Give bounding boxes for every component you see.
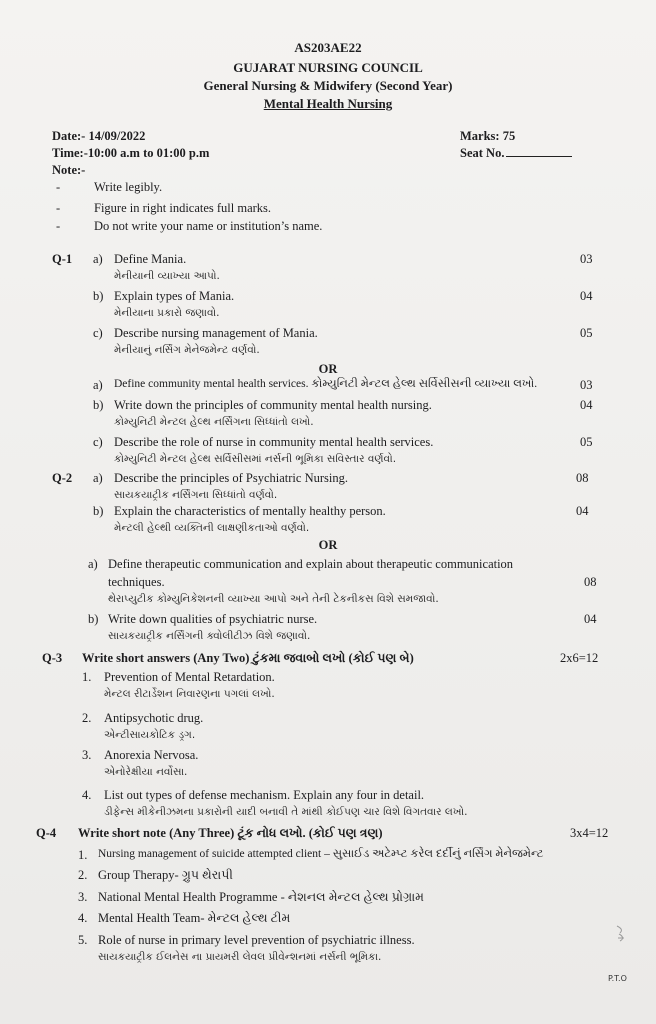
item-number: a) <box>93 378 103 392</box>
paper-code: AS203AE22 <box>294 40 362 55</box>
question-text: Define community mental health services. કોમ્યુનિટી મેન્ટલ હેલ્થ સર્વિસીસની વ્યાખ્યા લખો. <box>114 378 538 390</box>
pencil-scribble-mark <box>614 924 628 944</box>
section-title: Write short note (Any Three) ટૂંક નોધ લખો. (કોઈ પણ ત્રણ) <box>78 826 383 840</box>
item-number: 2. <box>78 868 88 882</box>
question-text: Explain types of Mania. <box>114 289 235 303</box>
question-text: Describe the principles of Psychiatric Nursing. <box>114 471 348 485</box>
question-text: National Mental Health Programme - નેશનલ મેન્ટલ હેલ્થ પ્રોગ્રામ <box>98 890 424 904</box>
question-text-gujarati: કોમ્યુનિટી મેન્ટલ હેલ્થ નર્સિંગના સિધ્ધાંતો લખો. <box>114 416 314 428</box>
question-marks: 08 <box>584 575 597 589</box>
question-text-gujarati: સાયકયાટ્રીક નર્સિંગના સિધ્ધાંતો વર્ણવો. <box>114 489 278 501</box>
section-marks: 3x4=12 <box>570 826 609 840</box>
question-text: Antipsychotic drug. <box>104 711 204 725</box>
question-text: Anorexia Nervosa. <box>104 748 199 762</box>
or-divider: OR <box>318 538 338 552</box>
question-marks: 05 <box>580 435 593 449</box>
question-text: Describe nursing management of Mania. <box>114 326 318 340</box>
section-title: Write short answers (Any Two) ટુંકમા જવાબો લખો (કોઈ પણ બે) <box>82 651 414 665</box>
council-name: GUJARAT NURSING COUNCIL <box>233 60 423 75</box>
pto-footer: P.T.O <box>608 974 627 983</box>
question-text-gujarati: એનોરેક્ષીયા નર્વોસા. <box>104 766 188 778</box>
question-text: Role of nurse in primary level prevention of psychiatric illness. <box>98 933 415 947</box>
item-number: b) <box>88 612 99 626</box>
item-number: 3. <box>78 890 88 904</box>
question-label: Q-4 <box>36 826 57 840</box>
or-divider: OR <box>318 362 338 376</box>
item-number: 1. <box>78 848 88 862</box>
item-number: 3. <box>82 748 92 762</box>
subject-title: Mental Health Nursing <box>263 96 393 111</box>
section-marks: 2x6=12 <box>560 651 599 665</box>
question-text-gujarati: મેન્ટલી હેલ્થી વ્યક્તિની લાક્ષણીકતાઓ વર્ણવો. <box>114 522 310 534</box>
note-bullet: - <box>56 180 61 194</box>
question-text-gujarati: મેનીયાનું નર્સિંગ મેનેજમેન્ટ વર્ણવો. <box>114 344 260 356</box>
question-text: Prevention of Mental Retardation. <box>104 670 275 684</box>
question-text-gujarati: મેનીયાની વ્યાખ્યા આપો. <box>114 270 220 282</box>
question-marks: 04 <box>580 289 593 303</box>
question-marks: 04 <box>580 398 593 412</box>
question-text-gujarati: એન્ટીસાયકોટિક ડ્રગ. <box>104 729 196 741</box>
course-name: General Nursing & Midwifery (Second Year) <box>203 78 453 93</box>
total-marks: Marks: 75 <box>460 129 516 143</box>
question-marks: 04 <box>584 612 597 626</box>
note-bullet: - <box>56 219 61 233</box>
exam-time: Time:-10:00 a.m to 01:00 p.m <box>52 146 210 160</box>
item-number: c) <box>93 326 103 340</box>
question-text-gujarati: થેરાપ્યુટીક કોમ્યુનિકેશનની વ્યાખ્યા આપો અને તેની ટેકનીકસ વિશે સમજાવો. <box>108 593 439 605</box>
item-number: 4. <box>78 911 88 925</box>
question-text: Mental Health Team- મેન્ટલ હેલ્થ ટીમ <box>98 911 291 925</box>
question-text-gujarati: સાયકયાટ્રીક નર્સિંગની ક્વોલીટીઝ વિશે જણાવો. <box>108 630 311 642</box>
item-number: c) <box>93 435 103 449</box>
question-marks: 05 <box>580 326 593 340</box>
question-label: Q-3 <box>42 651 63 665</box>
question-text: Write down qualities of psychiatric nurse. <box>108 612 318 626</box>
item-number: a) <box>88 557 98 571</box>
question-text: Define Mania. <box>114 252 187 266</box>
question-text: Write down the principles of community mental health nursing. <box>114 398 432 412</box>
note-text: Write legibly. <box>94 180 163 194</box>
question-text: List out types of defense mechanism. Explain any four in detail. <box>104 788 425 802</box>
note-text: Do not write your name or institution’s name. <box>94 219 323 233</box>
item-number: 1. <box>82 670 92 684</box>
note-text: Figure in right indicates full marks. <box>94 201 272 215</box>
question-text: Nursing management of suicide attempted client – સુસાઈડ અટેમ્પ્ટ કરેલ દર્દીનું નર્સિંગ મેનેજમેન્ટ <box>98 848 544 860</box>
question-marks: 03 <box>580 378 593 392</box>
note-bullet: - <box>56 201 61 215</box>
question-text-continued: techniques. <box>108 575 165 589</box>
question-marks: 03 <box>580 252 593 266</box>
item-number: a) <box>93 252 103 266</box>
question-text-gujarati: સાયકયાટ્રીક ઈલનેસ ના પ્રાયમરી લેવલ પ્રીવેન્શનમાં નર્સની ભૂમિકા. <box>98 951 382 963</box>
question-marks: 04 <box>576 504 589 518</box>
item-number: 4. <box>82 788 92 802</box>
item-number: b) <box>93 289 104 303</box>
item-number: b) <box>93 398 104 412</box>
item-number: 5. <box>78 933 88 947</box>
seat-label: Seat No. <box>460 146 505 160</box>
question-text: Explain the characteristics of mentally healthy person. <box>114 504 386 518</box>
seat-number <box>460 146 572 161</box>
question-text-gujarati: મેનીયાના પ્રકારો જણાવો. <box>114 307 220 319</box>
seat-blank-line <box>506 146 572 157</box>
item-number: b) <box>93 504 104 518</box>
question-text-gujarati: મેન્ટલ રીટાર્ડેશન નિવારણના પગલાં લખો. <box>104 688 275 700</box>
question-marks: 08 <box>576 471 589 485</box>
question-text: Describe the role of nurse in community mental health services. <box>114 435 434 449</box>
item-number: 2. <box>82 711 92 725</box>
question-text-gujarati: કોમ્યુનિટી મેન્ટલ હેલ્થ સર્વિસીસમાં નર્સની ભૂમિકા સવિસ્તાર વર્ણવો. <box>114 453 397 465</box>
exam-date: Date:- 14/09/2022 <box>52 129 146 143</box>
item-number: a) <box>93 471 103 485</box>
question-text: Define therapeutic communication and explain about therapeutic communication <box>108 557 514 571</box>
question-label: Q-2 <box>52 471 73 485</box>
question-label: Q-1 <box>52 252 73 266</box>
question-text-gujarati: ડીફેન્સ મીકેનીઝમના પ્રકારોની યાદી બનાવી તે માંથી કોઈપણ ચાર વિશે વિગતવાર લખો. <box>104 806 468 818</box>
question-text: Group Therapy- ગ્રુપ થેરાપી <box>98 868 233 882</box>
note-label: Note:- <box>52 163 86 177</box>
